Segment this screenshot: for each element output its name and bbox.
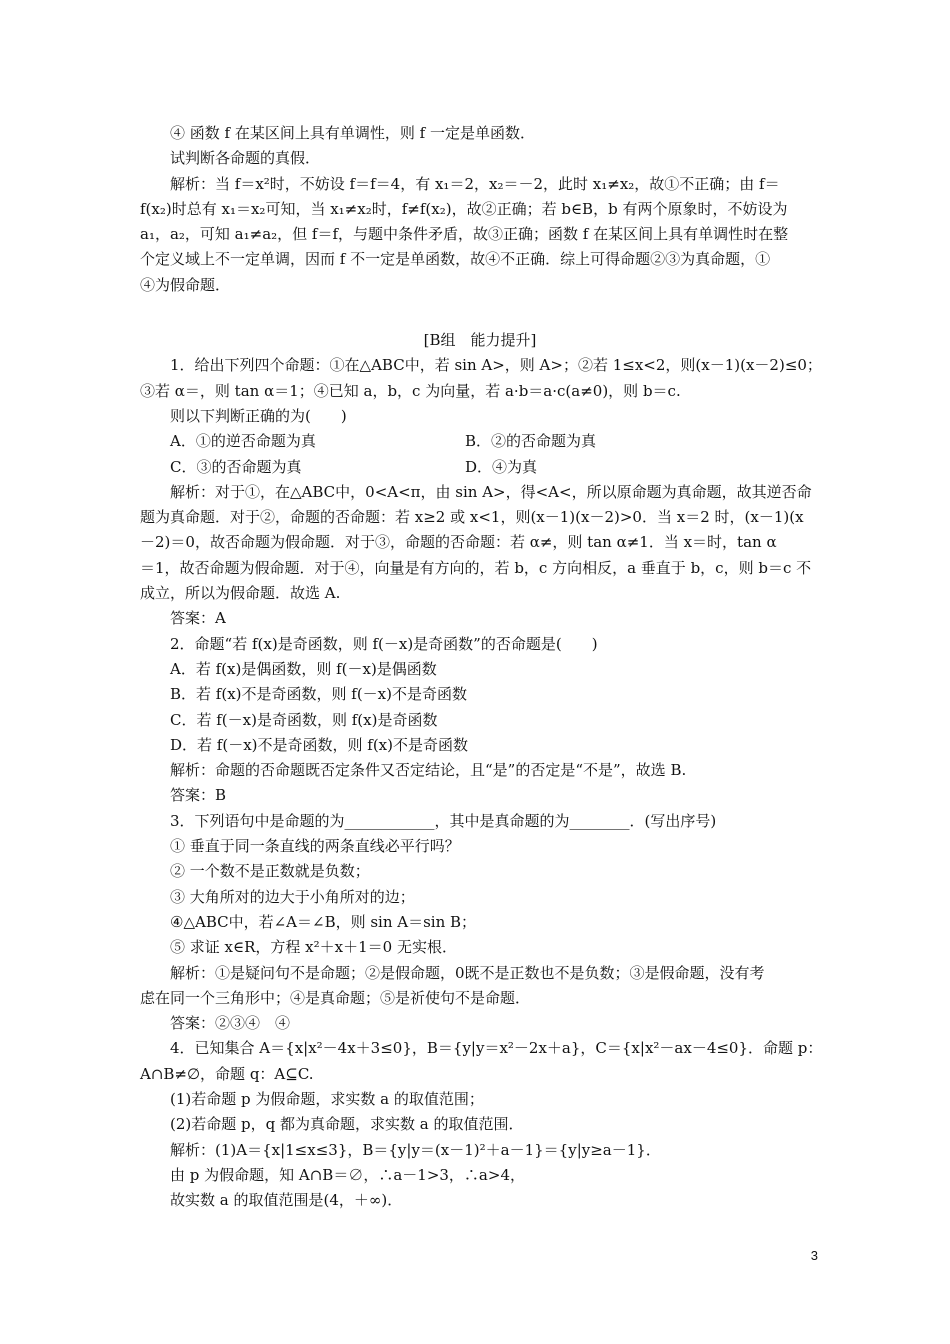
q1-option-a: A．①的逆否命题为真 — [170, 432, 316, 451]
text-line: ④为假命题． — [140, 275, 231, 294]
q2-analysis: 解析：命题的否命题既否定条件又否定结论，且“是”的否定是“不是”，故选 B. — [170, 761, 687, 780]
q1-analysis: 成立，所以为假命题．故选 A. — [140, 584, 341, 603]
text-line: f(x₂)时总有 x₁＝x₂可知，当 x₁≠x₂时，f≠f(x₂)，故②正确；若 b∈B，b 有两个原象时，不妨设为 — [140, 199, 788, 218]
q3-analysis: 虑在同一个三角形中；④是真命题；⑤是祈使句不是命题． — [140, 988, 531, 1007]
q3-analysis: 解析：①是疑问句不是命题；②是假命题，0既不是正数也不是负数；③是假命题，没有考 — [170, 963, 765, 982]
q4-stem: 4．已知集合 A＝{x|x²－4x＋3≤0}，B＝{y|y＝x²－2x＋a}，C＝{x|x²－ax－4≤0}．命题 p： — [170, 1039, 823, 1058]
q1-answer: 答案：A — [170, 609, 226, 628]
q1-option-d: D．④为真 — [465, 457, 538, 476]
q2-answer: 答案：B — [170, 786, 227, 805]
section-gap — [140, 298, 820, 328]
q4-stem: A∩B≠∅，命题 q：A⊆C. — [140, 1064, 314, 1083]
q2-option-d: D．若 f(－x)不是奇函数，则 f(x)不是奇函数 — [170, 735, 468, 754]
q4-part: (2)若命题 p，q 都为真命题，求实数 a 的取值范围． — [170, 1115, 524, 1134]
q1-option-b: B．②的否命题为真 — [465, 432, 597, 451]
text-line: a₁，a₂，可知 a₁≠a₂，但 f＝f，与题中条件矛盾，故③正确；函数 f 在某区间上具有单调性时在整 — [140, 225, 789, 244]
q3-stem: 3．下列语句中是命题的为____________，其中是真命题的为________．(写出序号) — [170, 811, 717, 830]
q1-stem: ③若 α＝，则 tan α＝1；④已知 a，b，c 为向量，若 a·b＝a·c(a≠0)，则 b＝c. — [140, 381, 681, 400]
q1-analysis: 解析：对于①，在△ABC中，0<A<π，由 sin A>，得<A<，所以原命题为真命题，故其逆否命 — [170, 482, 812, 501]
q2-option-a: A．若 f(x)是偶函数，则 f(－x)是偶函数 — [170, 659, 437, 678]
q4-analysis: 解析：(1)A＝{x|1≤x≤3}，B＝{y|y＝(x－1)²＋a－1}＝{y|y≥a－1}． — [170, 1140, 661, 1159]
q1-analysis: －2)＝0，故否命题为假命题．对于③，命题的否命题：若 α≠，则 tan α≠1．当 x＝时，tan α — [140, 533, 777, 552]
q4-analysis: 故实数 a 的取值范围是(4，＋∞)． — [170, 1191, 403, 1210]
text-line: 个定义域上不一定单调，因而 f 不一定是单函数，故④不正确．综上可得命题②③为真命题，① — [140, 250, 771, 269]
q2-option-b: B．若 f(x)不是奇函数，则 f(－x)不是奇函数 — [170, 685, 467, 704]
q2-option-c: C．若 f(－x)是奇函数，则 f(x)是奇函数 — [170, 710, 438, 729]
page-content — [140, 121, 823, 1213]
q1-options-row — [140, 429, 820, 454]
page-number: 3 — [810, 1248, 818, 1263]
text-line: 试判断各命题的真假． — [170, 149, 321, 168]
q1-stem: 1．给出下列四个命题：①在△ABC中，若 sin A>，则 A>；②若 1≤x<2，则(x－1)(x－2)≤0； — [170, 356, 822, 375]
text-line: 解析：当 f＝x²时，不妨设 f＝f＝4，有 x₁＝2，x₂＝－2，此时 x₁≠x₂，故①不正确；由 f＝ — [170, 174, 780, 193]
q1-analysis: 题为真命题．对于②，命题的否命题：若 x≥2 或 x<1，则(x－1)(x－2)>0．当 x＝2 时，(x－1)(x — [140, 508, 804, 527]
q1-option-c: C．③的否命题为真 — [170, 457, 302, 476]
q1-stem: 则以下判断正确的为( ) — [170, 406, 347, 425]
q3-answer: 答案：②③④ ④ — [170, 1014, 291, 1033]
q4-analysis: 由 p 为假命题，知 A∩B＝∅，∴a－1>3，∴a>4， — [170, 1165, 525, 1184]
q3-item: ④△ABC中，若∠A＝∠B，则 sin A＝sin B； — [170, 912, 477, 931]
q1-options-row — [140, 455, 820, 480]
q3-item: ③ 大角所对的边大于小角所对的边； — [170, 887, 415, 906]
q3-item: ⑤ 求证 x∈R，方程 x²＋x＋1＝0 无实根． — [170, 938, 457, 957]
section-title: [B组 能力提升] — [423, 331, 537, 350]
q2-stem: 2．命题“若 f(x)是奇函数，则 f(－x)是奇函数”的否命题是( ) — [170, 634, 598, 653]
text-line: ④ 函数 f 在某区间上具有单调性，则 f 一定是单函数． — [170, 124, 535, 142]
q1-analysis: ＝1，故否命题为假命题．对于④，向量是有方向的，若 b，c 方向相反，a 垂直于 b，c，则 b＝c 不 — [140, 558, 812, 577]
q3-item: ② 一个数不是正数就是负数； — [170, 862, 370, 881]
q3-item: ① 垂直于同一条直线的两条直线必平行吗？ — [170, 837, 460, 856]
q4-part: (1)若命题 p 为假命题，求实数 a 的取值范围； — [170, 1089, 484, 1108]
